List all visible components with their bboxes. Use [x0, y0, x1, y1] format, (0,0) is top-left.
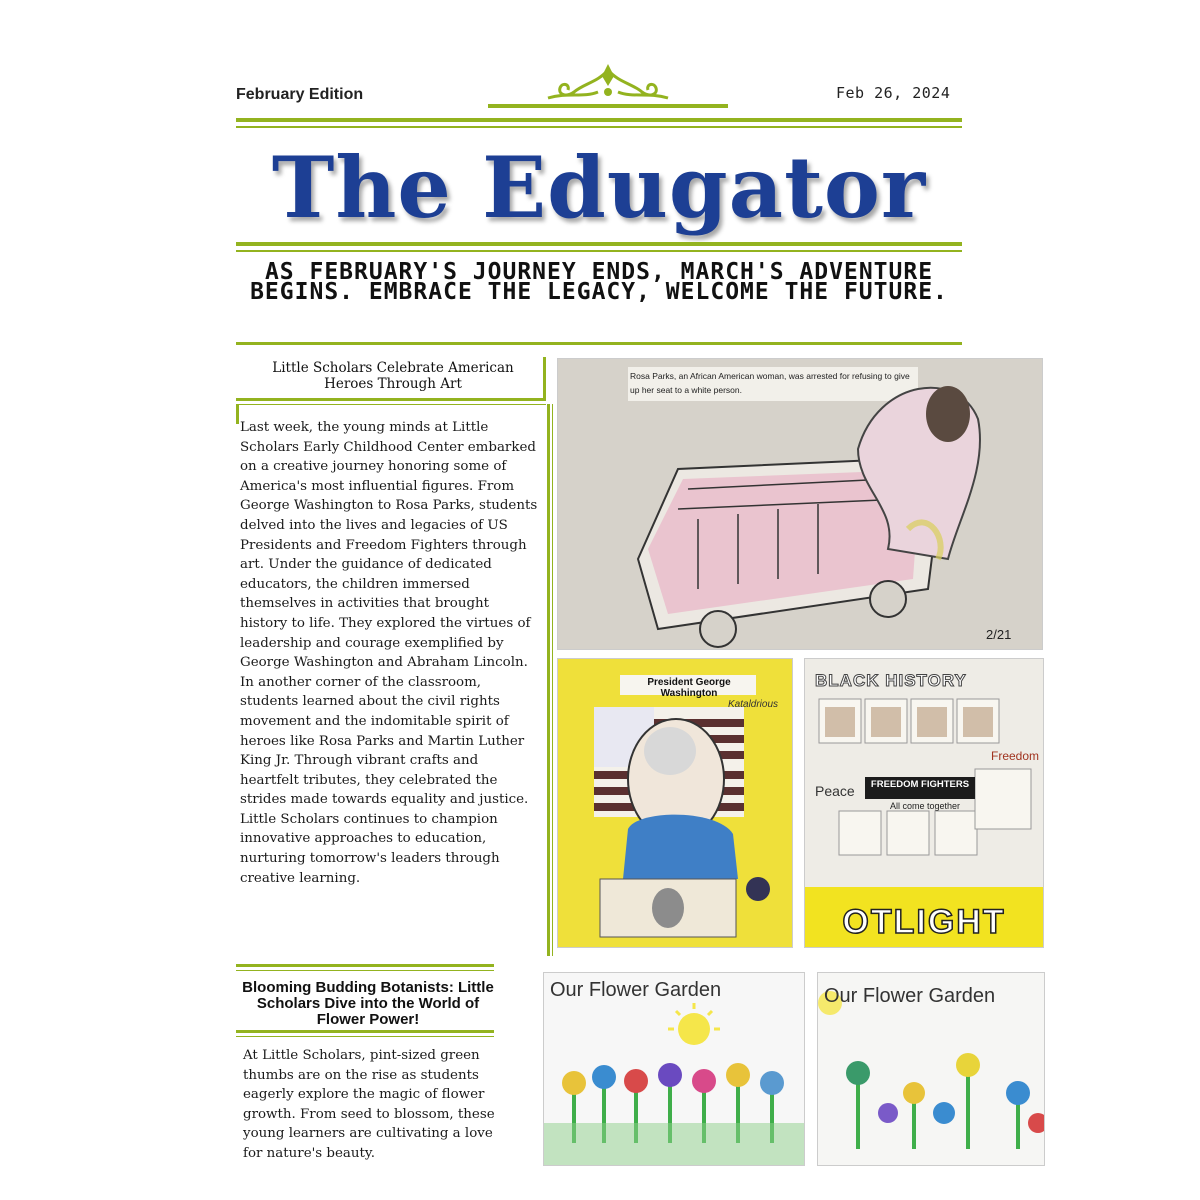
- bh-subbanner: All come together: [889, 801, 961, 811]
- article2-rule-mid: [236, 1030, 494, 1033]
- article2-title: Blooming Budding Botanists: Little Scholars Dive into the World of Flower Power!: [242, 979, 494, 1028]
- garden1-title: Our Flower Garden: [550, 979, 722, 1001]
- masthead-rule-bottom: [236, 250, 962, 252]
- rosa-date: 2/21: [986, 627, 1012, 642]
- bh-title: BLACK HISTORY: [815, 671, 967, 690]
- washington-label: President George Washington: [647, 677, 731, 699]
- article2-body: At Little Scholars, pint-sized green thumbs are on the rise as students eagerly explore the magic of flower growth. From seed to blossom, these young learners are cultivating a love for nature's beauty.: [243, 1048, 495, 1161]
- bh-banner: FREEDOM FIGHTERS: [870, 779, 970, 790]
- article2-rule-top: [236, 964, 494, 967]
- photo-george-washington: [557, 658, 793, 948]
- photo-black-history: [804, 658, 1044, 948]
- article2-rule-top-2: [236, 970, 494, 971]
- flourish-ornament-icon: [488, 62, 728, 112]
- headline-rule: [236, 342, 962, 345]
- headline: AS FEBRUARY'S JOURNEY ENDS, MARCH'S ADVENTURE BEGINS. EMBRACE THE LEGACY, WELCOME THE FUTURE.: [250, 259, 948, 305]
- article1-left-rule: [236, 404, 239, 424]
- bh-spotlight: OTLIGHT: [842, 903, 1006, 941]
- rosa-parks-artwork: [558, 359, 1042, 649]
- rosa-caption: Rosa Parks, an African American woman, was arrested for refusing to give up her seat to a white person.: [630, 371, 910, 395]
- masthead-rule-top: [236, 242, 962, 246]
- edition-label: February Edition: [236, 86, 364, 103]
- header-rule-bottom: [236, 126, 962, 128]
- article1-rule-vertical: [543, 357, 546, 401]
- issue-date: Feb 26, 2024: [836, 84, 951, 102]
- photo-flower-garden-1: [543, 972, 805, 1166]
- masthead-title: The Edugator: [271, 138, 927, 237]
- article1-rule-bottom: [236, 404, 546, 405]
- article1-body: Last week, the young minds at Little Scholars Early Childhood Center embarked on a creative journey honoring some of America's most influential figures. From George Washington to Rosa Parks, students delved into the lives and legacies of US Presidents and Freedom Fighters through art. Under the guidance of dedicated educators, the children immersed themselves in activities that brought history to life. They explored the virtues of leadership and courage exemplified by George Washington and Abraham Lincoln. In another corner of the classroom, students learned about the civil rights movement and the indomitable spirit of heroes like Rosa Parks and Martin Luther King Jr. Through vibrant crafts and heartfelt tributes, they celebrated the strides made towards equality and justice. Little Scholars continues to champion innovative approaches to education, nurturing tomorrow's leaders through creative learning.: [240, 420, 538, 886]
- article1-title: Little Scholars Celebrate American Heroes Through Art: [272, 360, 514, 392]
- photo-rosa-parks: [557, 358, 1043, 650]
- header-rule-top: [236, 118, 962, 122]
- bh-freedom: Freedom: [991, 749, 1040, 763]
- article1-right-rule: [547, 404, 550, 956]
- article2-rule-mid-2: [236, 1036, 494, 1037]
- photo-flower-garden-2: [817, 972, 1045, 1166]
- bh-peace: Peace: [815, 783, 855, 799]
- garden2-title: Our Flower Garden: [824, 985, 996, 1007]
- washington-name: Kataldrious: [728, 699, 779, 710]
- article1-rule-top: [236, 398, 546, 401]
- article1-right-rule-2: [552, 404, 553, 956]
